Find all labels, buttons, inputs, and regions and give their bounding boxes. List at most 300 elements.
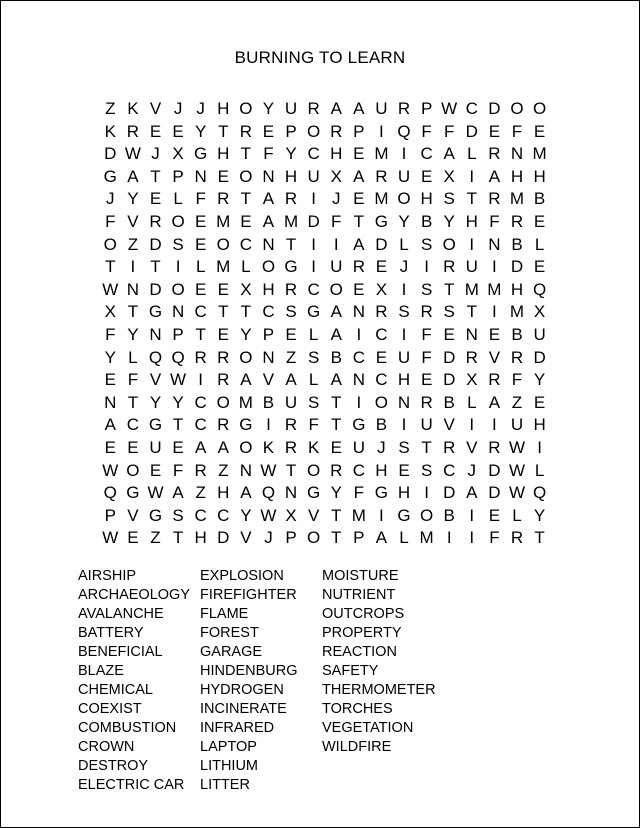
grid-letter: A <box>240 483 252 503</box>
word-list-item: LITTER <box>200 777 250 793</box>
grid-letter: L <box>467 144 477 164</box>
grid-letter: F <box>172 460 184 480</box>
grid-letter: A <box>330 324 342 344</box>
grid-letter: G <box>239 415 253 435</box>
word-list-item: HYDROGEN <box>200 682 284 698</box>
grid-letter: F <box>421 121 432 141</box>
grid-letter: D <box>149 234 162 254</box>
page-title: BURNING TO LEARN <box>234 48 406 67</box>
grid-letter: M <box>532 144 547 164</box>
grid-letter: E <box>195 211 207 231</box>
grid-letter: E <box>375 257 388 277</box>
grid-letter: T <box>285 460 297 480</box>
grid-letter: H <box>217 483 230 503</box>
grid-letter: J <box>467 460 477 480</box>
grid-letter: U <box>420 415 433 435</box>
grid-letter: T <box>331 392 342 412</box>
grid-letter: N <box>262 347 275 367</box>
grid-letter: R <box>284 415 298 435</box>
grid-letter: E <box>398 460 410 480</box>
grid-letter: L <box>241 257 251 277</box>
grid-letter: S <box>172 505 184 525</box>
grid-letter: T <box>240 144 252 164</box>
word-list <box>78 567 462 795</box>
grid-letter: U <box>465 257 478 277</box>
grid-letter: K <box>127 99 139 118</box>
grid-letter: T <box>331 528 342 548</box>
word-list-item: AIRSHIP <box>78 568 137 584</box>
grid-letter: I <box>311 234 316 254</box>
grid-letter: H <box>284 166 298 186</box>
grid-letter: I <box>401 415 407 435</box>
grid-letter: B <box>511 234 523 254</box>
grid-letter: F <box>444 121 455 141</box>
grid-letter: L <box>195 257 206 277</box>
grid-letter: Q <box>397 121 411 141</box>
grid-letter: Z <box>105 99 116 118</box>
grid-letter: Y <box>240 505 252 525</box>
grid-letter: E <box>127 528 139 548</box>
grid-letter: H <box>533 415 546 435</box>
word-list-item: HINDENBURG <box>200 663 298 679</box>
grid-letter: S <box>398 302 410 322</box>
grid-letter: C <box>194 505 207 525</box>
grid-letter: L <box>534 460 545 480</box>
grid-letter: X <box>104 302 116 322</box>
grid-letter: O <box>307 460 321 480</box>
grid-letter: N <box>352 370 365 390</box>
grid-letter: N <box>239 460 252 480</box>
grid-letter: X <box>330 166 342 186</box>
grid-letter: J <box>151 144 160 164</box>
grid-letter: C <box>352 347 365 367</box>
grid-letter: I <box>446 528 452 548</box>
grid-letter: J <box>377 437 386 457</box>
grid-letter: E <box>127 437 139 457</box>
grid-letter: P <box>285 528 297 548</box>
grid-letter: V <box>443 415 455 435</box>
grid-letter: Y <box>398 211 410 231</box>
grid-letter: R <box>375 302 388 322</box>
grid-letter: T <box>218 121 229 141</box>
grid-letter: S <box>307 347 320 367</box>
grid-letter: K <box>307 437 320 457</box>
grid-letter: R <box>510 347 524 367</box>
grid-letter: Y <box>330 483 342 503</box>
grid-letter: Z <box>285 347 297 367</box>
grid-letter: R <box>239 121 252 141</box>
grid-letter: G <box>194 144 208 164</box>
grid-letter: T <box>150 166 161 186</box>
grid-letter: R <box>488 370 501 390</box>
grid-letter: M <box>283 211 299 231</box>
grid-letter: E <box>533 121 546 141</box>
grid-letter: S <box>443 302 455 322</box>
grid-letter: P <box>104 505 116 525</box>
grid-letter: T <box>331 415 342 435</box>
grid-letter: V <box>240 528 252 548</box>
grid-letter: A <box>240 370 252 390</box>
grid-letter: O <box>216 392 230 412</box>
grid-letter: Y <box>127 324 139 344</box>
grid-letter: I <box>537 437 542 457</box>
grid-letter: W <box>170 370 187 390</box>
grid-letter: A <box>285 370 297 390</box>
grid-letter: L <box>399 528 409 548</box>
grid-letter: K <box>104 121 116 141</box>
grid-letter: M <box>509 189 525 209</box>
grid-letter: D <box>510 257 524 277</box>
grid-letter: A <box>172 483 184 503</box>
grid-letter: B <box>443 505 455 525</box>
grid-letter: I <box>492 257 497 277</box>
grid-letter: O <box>103 234 117 254</box>
grid-letter: C <box>375 324 388 344</box>
grid-letter: P <box>172 324 184 344</box>
grid-letter: G <box>307 302 321 322</box>
grid-letter: W <box>260 505 277 525</box>
grid-letter: E <box>262 121 275 141</box>
grid-letter: N <box>465 324 478 344</box>
grid-letter: C <box>375 370 388 390</box>
grid-letter: K <box>262 437 275 457</box>
grid-letter: G <box>148 505 163 525</box>
grid-letter: F <box>331 211 342 231</box>
grid-letter: O <box>171 279 185 299</box>
grid-letter: A <box>262 211 275 231</box>
grid-letter: R <box>397 99 411 118</box>
grid-letter: M <box>374 189 389 209</box>
grid-letter: D <box>217 528 230 548</box>
grid-letter: U <box>352 437 365 457</box>
word-list-item: AVALANCHE <box>78 606 164 622</box>
word-list-item: CHEMICAL <box>78 682 153 698</box>
grid-letter: L <box>173 189 183 209</box>
grid-letter: A <box>488 392 501 412</box>
grid-letter: P <box>420 99 433 118</box>
grid-letter: P <box>285 121 297 141</box>
grid-letter: E <box>172 437 184 457</box>
grid-letter: V <box>262 370 275 390</box>
grid-letter: J <box>106 189 115 209</box>
grid-letter: G <box>148 302 163 322</box>
grid-letter: Q <box>103 483 117 503</box>
grid-letter: Y <box>285 144 297 164</box>
grid-letter: I <box>401 144 407 164</box>
grid-letter: W <box>508 483 525 503</box>
word-list-item: INCINERATE <box>200 701 287 717</box>
word-list-item: BATTERY <box>78 625 144 641</box>
grid-letter: E <box>195 279 207 299</box>
grid-letter: E <box>217 279 229 299</box>
grid-letter: U <box>284 99 298 118</box>
grid-letter: U <box>284 392 298 412</box>
grid-letter: E <box>217 324 229 344</box>
grid-letter: E <box>330 437 342 457</box>
grid-letter: S <box>420 234 433 254</box>
word-list-item: NUTRIENT <box>322 587 396 603</box>
grid-letter: R <box>217 415 230 435</box>
grid-letter: R <box>126 121 140 141</box>
grid-letter: N <box>171 302 185 322</box>
word-list-item: GARAGE <box>200 644 263 660</box>
grid-letter: R <box>217 189 230 209</box>
grid-letter: R <box>488 437 501 457</box>
grid-letter: I <box>401 324 407 344</box>
grid-letter: E <box>488 324 501 344</box>
grid-letter: H <box>217 144 230 164</box>
grid-letter: R <box>420 302 433 322</box>
grid-letter: J <box>173 99 183 118</box>
grid-letter: N <box>262 166 275 186</box>
grid-letter: L <box>128 347 138 367</box>
word-column-1 <box>78 567 200 795</box>
grid-letter: N <box>149 324 162 344</box>
grid-letter: R <box>284 279 298 299</box>
grid-letter: E <box>149 189 162 209</box>
grid-letter: R <box>330 460 343 480</box>
grid-letter: T <box>105 257 116 277</box>
grid-letter: E <box>353 189 365 209</box>
grid-letter: Z <box>150 528 161 548</box>
grid-letter: G <box>284 257 298 277</box>
grid-letter: U <box>375 99 388 118</box>
grid-letter: V <box>488 347 501 367</box>
grid-letter: R <box>443 437 456 457</box>
grid-letter: J <box>264 528 273 548</box>
grid-letter: I <box>356 324 362 344</box>
grid-letter: O <box>397 189 411 209</box>
grid-letter: E <box>104 370 116 390</box>
grid-letter: D <box>488 483 501 503</box>
grid-letter: Q <box>532 279 547 299</box>
grid-letter: U <box>307 166 320 186</box>
grid-letter: W <box>124 144 141 164</box>
grid-letter: I <box>333 234 339 254</box>
grid-letter: T <box>331 505 342 525</box>
grid-letter: I <box>469 505 475 525</box>
grid-letter: B <box>330 347 342 367</box>
grid-letter: E <box>443 324 455 344</box>
grid-letter: R <box>352 257 365 277</box>
grid-letter: J <box>196 99 205 118</box>
grid-letter: I <box>492 415 497 435</box>
grid-letter: E <box>488 121 501 141</box>
grid-letter: T <box>127 302 139 322</box>
grid-letter: H <box>217 99 230 118</box>
grid-letter: O <box>442 234 456 254</box>
word-list-item: TORCHES <box>322 701 393 717</box>
grid-letter: H <box>533 166 546 186</box>
grid-letter: Z <box>218 460 229 480</box>
grid-letter: I <box>379 505 384 525</box>
grid-letter: Q <box>261 483 276 503</box>
grid-letter: V <box>307 505 320 525</box>
grid-letter: R <box>194 460 207 480</box>
grid-letter: F <box>353 483 365 503</box>
grid-letter: O <box>307 121 321 141</box>
word-list-item: LAPTOP <box>200 739 257 755</box>
grid-letter: Y <box>443 211 455 231</box>
grid-letter: F <box>489 528 500 548</box>
grid-letter: C <box>126 415 140 435</box>
grid-letter: B <box>262 392 275 412</box>
grid-letter: H <box>465 211 478 231</box>
grid-letter: A <box>375 528 388 548</box>
grid-letter: E <box>420 370 433 390</box>
grid-letter: Q <box>532 483 547 503</box>
word-list-item: ARCHAEOLOGY <box>78 587 190 603</box>
grid-letter: Q <box>171 347 185 367</box>
grid-letter: N <box>126 279 140 299</box>
grid-letter: I <box>356 392 362 412</box>
grid-letter: W <box>102 279 119 299</box>
grid-letter: Z <box>195 483 206 503</box>
grid-letter: M <box>487 279 502 299</box>
grid-letter: H <box>510 166 524 186</box>
grid-letter: A <box>330 302 342 322</box>
word-list-item: INFRARED <box>200 720 275 736</box>
grid-letter: D <box>307 211 320 231</box>
grid-letter: M <box>216 211 231 231</box>
grid-letter: M <box>238 392 253 412</box>
grid-letter: F <box>511 121 523 141</box>
grid-letter: O <box>532 99 547 118</box>
grid-letter: I <box>266 415 271 435</box>
word-list-item: VEGETATION <box>322 720 414 736</box>
grid-letter: C <box>465 99 478 118</box>
grid-letter: W <box>147 483 164 503</box>
grid-letter: H <box>510 279 524 299</box>
grid-letter: R <box>420 392 433 412</box>
grid-letter: E <box>149 460 162 480</box>
grid-letter: O <box>374 392 389 412</box>
grid-letter: A <box>127 166 139 186</box>
grid-letter: P <box>353 121 365 141</box>
grid-letter: I <box>311 189 316 209</box>
grid-letter: J <box>331 189 341 209</box>
grid-letter: S <box>307 392 320 412</box>
word-list-item: PROPERTY <box>322 625 402 641</box>
grid-letter: T <box>172 528 184 548</box>
grid-letter: E <box>195 234 207 254</box>
grid-letter: D <box>104 144 117 164</box>
grid-letter: F <box>127 370 139 390</box>
grid-letter: R <box>510 528 524 548</box>
grid-letter: B <box>420 211 433 231</box>
grid-letter: O <box>239 437 253 457</box>
grid-letter: C <box>352 460 365 480</box>
grid-letter: W <box>508 437 525 457</box>
grid-letter: B <box>511 324 523 344</box>
grid-letter: V <box>466 437 478 457</box>
word-list-item: REACTION <box>322 644 397 660</box>
grid-letter: T <box>534 528 545 548</box>
grid-letter: T <box>218 302 229 322</box>
grid-letter: R <box>217 370 230 390</box>
grid-letter: V <box>149 99 162 118</box>
word-list-item: OUTCROPS <box>322 606 405 622</box>
grid-letter: E <box>285 324 297 344</box>
grid-letter: I <box>130 257 136 277</box>
grid-letter: F <box>263 144 274 164</box>
grid-letter: Y <box>240 324 252 344</box>
grid-letter: F <box>489 211 500 231</box>
grid-letter: R <box>510 211 524 231</box>
word-list-item: FOREST <box>200 625 259 641</box>
grid-letter: R <box>284 437 298 457</box>
grid-letter: I <box>379 121 384 141</box>
grid-letter: N <box>397 392 411 412</box>
grid-letter: R <box>375 166 388 186</box>
word-list-item: LITHIUM <box>200 758 258 774</box>
grid-letter: I <box>401 279 407 299</box>
grid-letter: A <box>195 437 207 457</box>
grid-letter: M <box>374 144 389 164</box>
grid-letter: A <box>330 370 342 390</box>
grid-letter: H <box>375 460 388 480</box>
grid-letter: I <box>469 234 475 254</box>
grid-letter: E <box>240 211 252 231</box>
grid-letter: T <box>444 279 455 299</box>
grid-letter: S <box>398 437 410 457</box>
grid-letter: T <box>195 324 206 344</box>
grid-letter: A <box>217 437 229 457</box>
grid-letter: Y <box>104 347 116 367</box>
grid-letter: E <box>149 121 162 141</box>
grid-letter: F <box>105 211 116 231</box>
grid-letter: F <box>421 324 432 344</box>
grid-letter: O <box>329 279 343 299</box>
grid-letter: U <box>510 415 524 435</box>
grid-letter: S <box>443 189 455 209</box>
grid-letter: I <box>469 528 475 548</box>
grid-letter: R <box>307 99 320 118</box>
grid-letter: Y <box>262 99 275 118</box>
grid-letter: H <box>397 370 411 390</box>
grid-letter: N <box>510 144 524 164</box>
grid-letter: P <box>172 166 184 186</box>
grid-letter: D <box>443 483 456 503</box>
grid-letter: E <box>353 144 365 164</box>
grid-letter: B <box>375 415 388 435</box>
grid-letter: E <box>488 505 501 525</box>
grid-letter: T <box>172 415 184 435</box>
grid-letter: U <box>149 437 162 457</box>
grid-letter: R <box>488 189 501 209</box>
word-list-item: CROWN <box>78 739 135 755</box>
word-list-item: MOISTURE <box>322 568 399 584</box>
grid-letter: E <box>533 392 546 412</box>
grid-letter: T <box>240 302 252 322</box>
grid-letter: W <box>260 460 277 480</box>
grid-letter: T <box>466 302 477 322</box>
grid-letter: W <box>441 99 458 118</box>
grid-letter: C <box>194 302 207 322</box>
grid-letter: E <box>172 121 184 141</box>
word-list-item: FLAME <box>200 606 249 622</box>
word-list-item: EXPLOSION <box>200 568 284 584</box>
grid-letter: X <box>285 505 297 525</box>
grid-letter: F <box>195 189 206 209</box>
grid-letter: D <box>375 234 388 254</box>
grid-letter: I <box>311 257 316 277</box>
grid-letter: C <box>194 392 207 412</box>
grid-letter: A <box>353 234 365 254</box>
grid-letter: M <box>464 279 479 299</box>
grid-letter: A <box>353 99 365 118</box>
grid-letter: I <box>492 302 497 322</box>
